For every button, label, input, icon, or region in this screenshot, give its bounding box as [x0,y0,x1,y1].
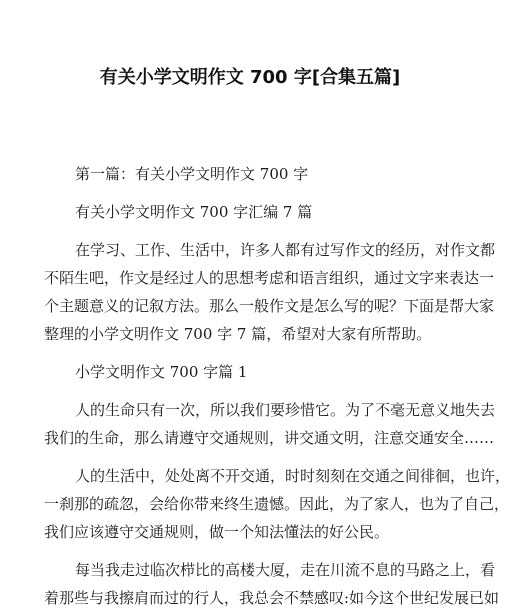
text-line: 在学习、工作、生活中，许多人都有过写作文的经历，对作文都 [75,241,496,259]
text-line: 整理的小学文明作文 700 字 7 篇，希望对大家有所帮助。 [44,325,432,343]
paragraph-1 [44,396,496,452]
paragraph-3 [44,556,500,612]
section-heading: 第一篇：有关小学文明作文 700 字 [75,165,309,183]
text-line: 一刹那的疏忽，会给你带来终生遗憾。因此，为了家人，也为了自己， [44,495,510,513]
text-line: 个主题意义的记叙方法。那么一般作文是怎么写的呢？下面是帮大家 [44,297,495,315]
text-line: 不陌生吧，作文是经过人的思想考虑和语言组织，通过文字来表达一 [44,269,495,287]
text-line: 着那些与我擦肩而过的行人，我总会不禁感叹:如今这个世纪发展已如 [44,589,500,607]
essay-heading: 小学文明作文 700 字篇 1 [75,363,248,381]
document-body [44,160,510,612]
text-line: 我们的生命，那么请遵守交通规则，讲交通文明，注意交通安全…… [44,429,495,447]
intro-paragraph [44,236,496,348]
text-line: 人的生活中，处处离不开交通，时时刻刻在交通之间徘徊，也许， [75,467,510,485]
subheading: 有关小学文明作文 700 字汇编 7 篇 [75,203,313,221]
paragraph-2 [44,462,510,546]
text-line: 每当我走过临次栉比的高楼大厦，走在川流不息的马路之上，看 [75,561,496,579]
text-line: 我们应该遵守交通规则，做一个知法懂法的好公民。 [44,523,390,541]
text-line: 人的生命只有一次，所以我们要珍惜它。为了不毫无意义地失去 [75,401,496,419]
document-title: 有关小学文明作文 700 字[合集五篇] [99,67,401,88]
